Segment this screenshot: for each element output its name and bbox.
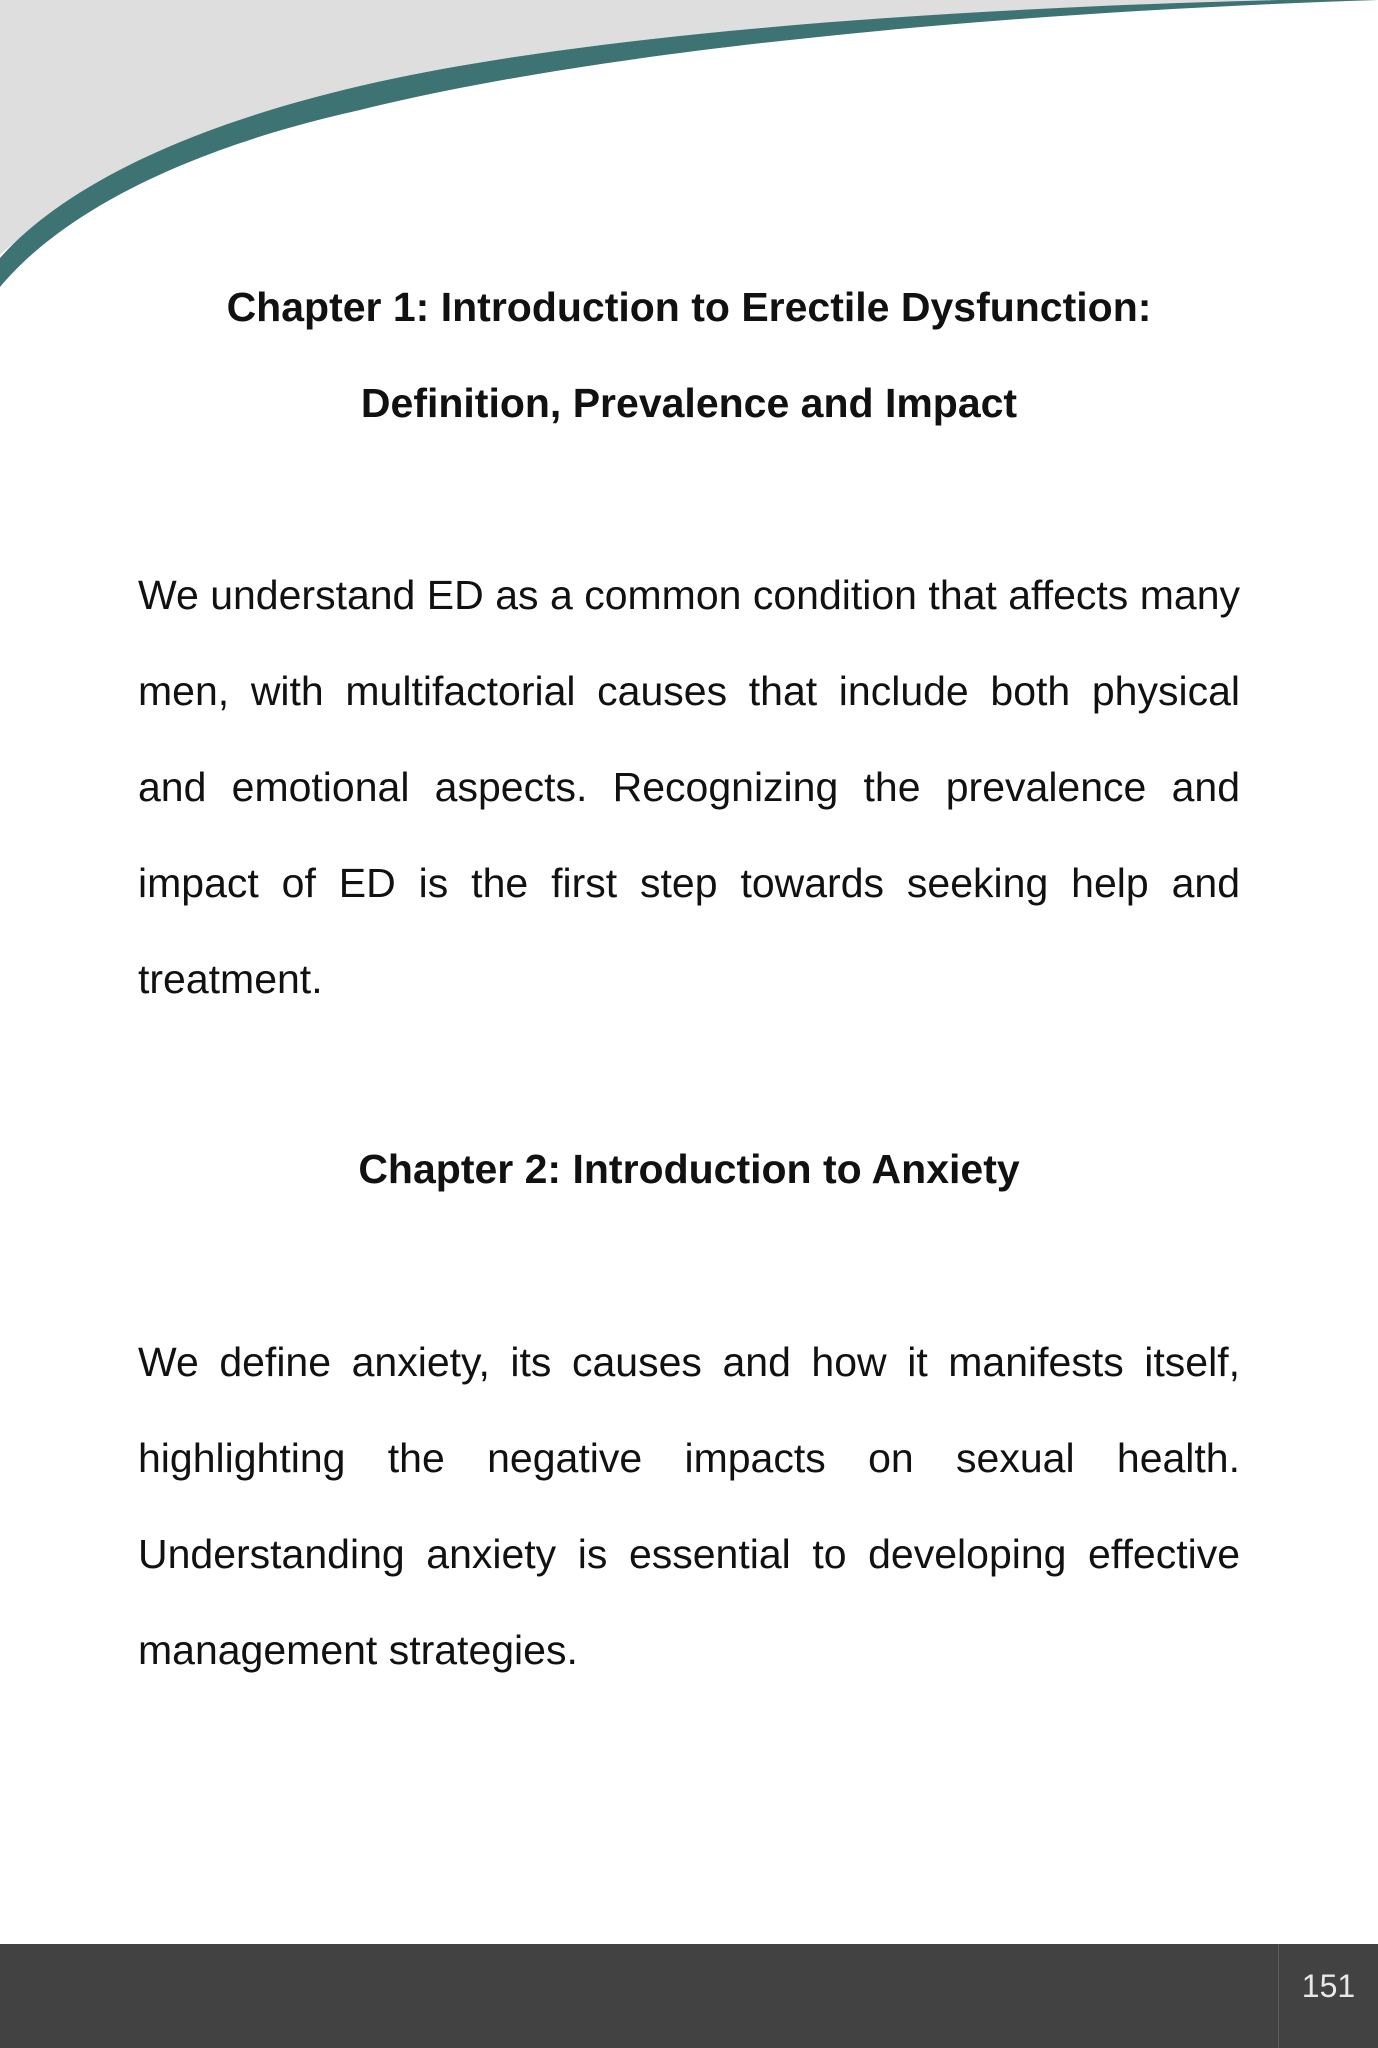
chapter-1-paragraph: We understand ED as a common condition that affects many men, with multifactorial causes that include both physical and emotional aspects. Recognizing the prevalence and impact of ED is the first step towards seeking help and treatment.	[138, 572, 1240, 1002]
chapter-1-title-line-2: Definition, Prevalence and Impact	[360, 380, 1018, 426]
page-number: 151	[1301, 1968, 1356, 2004]
chapter-2-title	[138, 1121, 1240, 1217]
page-footer	[0, 1944, 1378, 2048]
chapter-2-paragraph: We define anxiety, its causes and how it manifests itself, highlighting the negative impacts on sexual health. Understanding anxiety is essential to developing effective management strategies.	[138, 1339, 1240, 1673]
chapter-1-title-line-1: Chapter 1: Introduction to Erectile Dysfunction:	[226, 284, 1152, 330]
chapter-2-title-line-1: Chapter 2: Introduction to Anxiety	[358, 1146, 1020, 1192]
chapter-1-title	[138, 259, 1240, 451]
header-decoration	[0, 0, 1378, 300]
